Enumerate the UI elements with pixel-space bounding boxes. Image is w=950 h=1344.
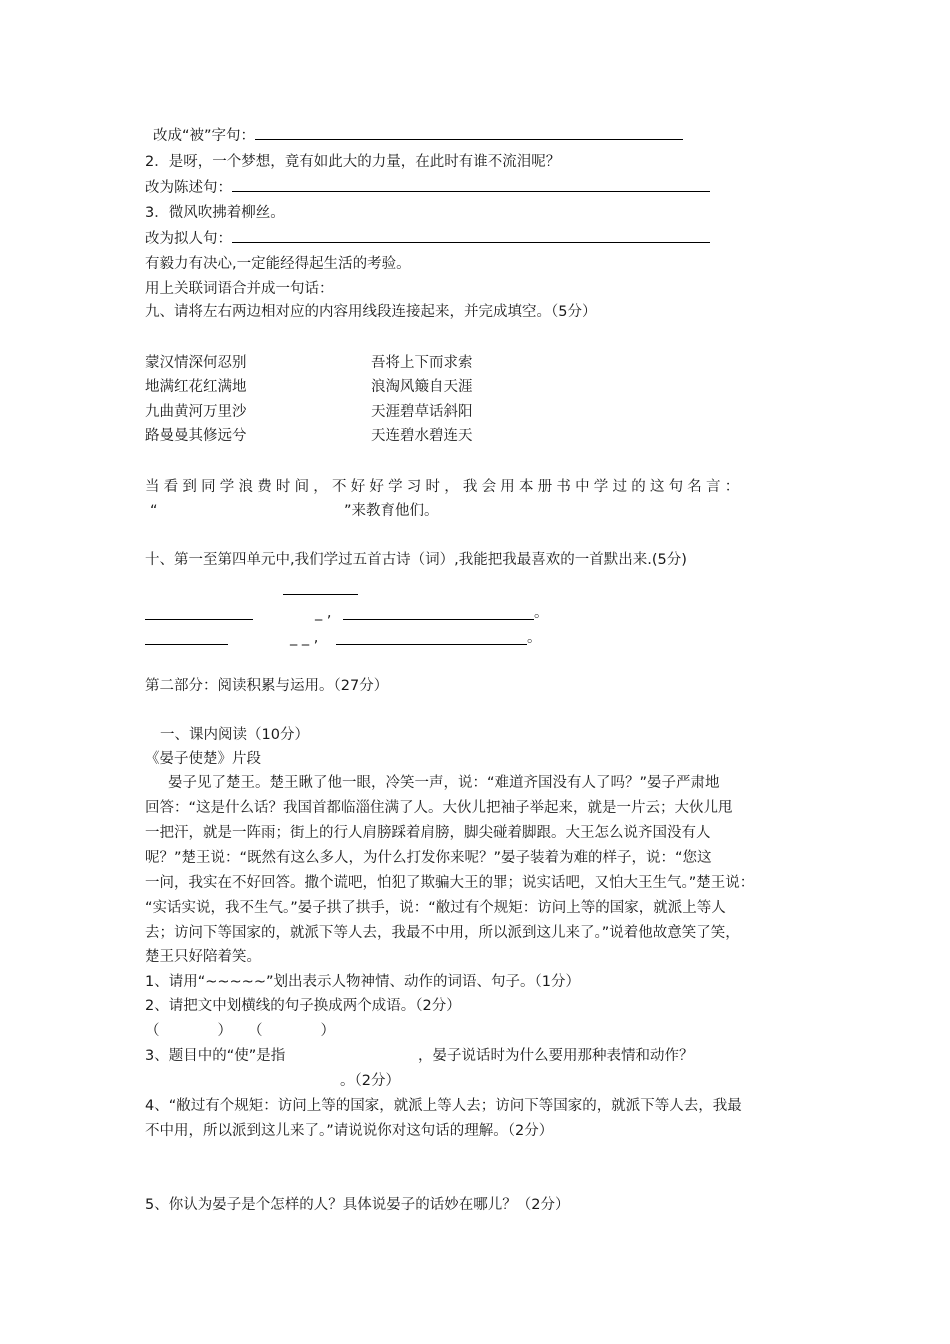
match-right-3[interactable]: 天涯碧草话斜阳 — [371, 404, 473, 420]
q3-instruction: 改为拟人句： — [145, 231, 232, 247]
passage-line: 晏子见了楚王。楚王瞅了他一眼，冷笑一声，说：“难道齐国没有人了吗？”晏子严肃地 — [168, 775, 720, 791]
match-right-1[interactable]: 吾将上下而求索 — [371, 355, 473, 371]
q3-answer-blank[interactable] — [232, 230, 710, 243]
passage-line: 一把汗，就是一阵雨；街上的行人肩膀踩着肩膀，脚尖碰着脚跟。大王怎么说齐国没有人 — [145, 825, 711, 841]
poem-line1-comma: _ , — [315, 605, 332, 621]
q4-instruction: 用上关联词语合并成一句话： — [145, 281, 334, 297]
match-right-2[interactable]: 浪淘风簸自天涯 — [371, 379, 473, 395]
quote-close-text: ”来教育他们。 — [344, 503, 439, 519]
reading-q4-line2: 不中用，所以派到这儿来了。”请说说你对这句话的理解。（2分） — [145, 1123, 554, 1139]
poem-line2-a-blank[interactable] — [145, 644, 228, 645]
q2-line — [145, 178, 710, 198]
q3-line — [145, 229, 710, 249]
passage-line: 楚王只好陪着笑。 — [145, 949, 261, 965]
poem-title-blank[interactable] — [283, 594, 358, 595]
passage-line: 去；访问下等国家的，就派下等人去，我最不中用，所以派到这儿来了。”说着他故意笑了笑， — [145, 925, 740, 941]
match-right-4[interactable]: 天连碧水碧连天 — [371, 428, 473, 444]
q2-answer-blank[interactable] — [232, 179, 710, 192]
passage-line: 呢？”楚王说：“既然有这么多人，为什么打发你来呢？”晏子装着为难的样子，说：“您这 — [145, 850, 712, 866]
reading-q3-part1: 3、题目中的“使”是指 — [145, 1048, 286, 1064]
quote-prompt: 当看到同学浪费时间，不好好学习时，我会用本册书中学过的这句名言： — [145, 479, 744, 495]
reading-q3-part2: ，晏子说话时为什么要用那种表情和动作？ — [418, 1048, 694, 1064]
q1-instruction: 改成“被”字句： — [153, 128, 256, 144]
q2-instruction: 改为陈述句： — [145, 180, 232, 196]
reading1-heading: 一、课内阅读（10分） — [160, 727, 309, 743]
q4-sentence: 有毅力有决心,一定能经得起生活的考验。 — [145, 256, 411, 272]
passage-line: 一问，我实在不好回答。撒个谎吧，怕犯了欺骗大王的罪；说实话吧，又怕大王生气。”楚王说： — [145, 875, 755, 891]
reading-q4-line1: 4、“敝过有个规矩：访问上等的国家，就派上等人去；访问下等国家的，就派下等人去，我最 — [145, 1098, 742, 1114]
quote-open-mark: “ — [150, 503, 158, 519]
match-left-4[interactable]: 路曼曼其修远兮 — [145, 428, 247, 444]
passage-line: “实话实说，我不生气。”晏子拱了拱手，说：“敝过有个规矩：访问上等的国家，就派上等人 — [145, 900, 726, 916]
q2-answer-paren-1[interactable]: （ ） — [145, 1023, 232, 1039]
poem-line2-period: 。 — [527, 630, 542, 646]
poem-line1-period: 。 — [534, 605, 549, 621]
q2-sentence: 2．是呀，一个梦想，竟有如此大的力量，在此时有谁不流泪呢？ — [145, 154, 561, 170]
q1-line — [153, 126, 683, 146]
poem-line2-b-blank[interactable] — [336, 644, 527, 645]
section10-heading: 十、第一至第四单元中,我们学过五首古诗（词）,我能把我最喜欢的一首默出来.(5分) — [145, 552, 687, 568]
reading-q5: 5、你认为晏子是个怎样的人？具体说晏子的话妙在哪儿？（2分） — [145, 1197, 570, 1213]
match-left-1[interactable]: 蒙汉情深何忍别 — [145, 355, 247, 371]
passage-title: 《晏子使楚》片段 — [145, 751, 261, 767]
reading-q1: 1、请用“~~~~~”划出表示人物神情、动作的词语、句子。（1分） — [145, 974, 580, 990]
q1-answer-blank[interactable] — [255, 127, 683, 140]
poem-line2-comma: _ _ , — [290, 630, 319, 646]
match-left-2[interactable]: 地满红花红满地 — [145, 379, 247, 395]
match-left-3[interactable]: 九曲黄河万里沙 — [145, 404, 247, 420]
reading-q2: 2、请把文中划横线的句子换成两个成语。（2分） — [145, 998, 461, 1014]
section9-heading: 九、请将左右两边相对应的内容用线段连接起来，并完成填空。（5分） — [145, 304, 597, 320]
part2-heading: 第二部分：阅读积累与运用。（27分） — [145, 678, 389, 694]
poem-line1-b-blank[interactable] — [343, 619, 534, 620]
q2-answer-paren-2[interactable]: （ ） — [248, 1023, 335, 1039]
q3-sentence: 3．微风吹拂着柳丝。 — [145, 205, 285, 221]
passage-line: 回答：“这是什么话？我国首都临淄住满了人。大伙儿把袖子举起来，就是一片云；大伙儿甩 — [145, 800, 733, 816]
poem-line1-a-blank[interactable] — [145, 619, 253, 620]
reading-q3-end: 。（2分） — [340, 1073, 400, 1089]
